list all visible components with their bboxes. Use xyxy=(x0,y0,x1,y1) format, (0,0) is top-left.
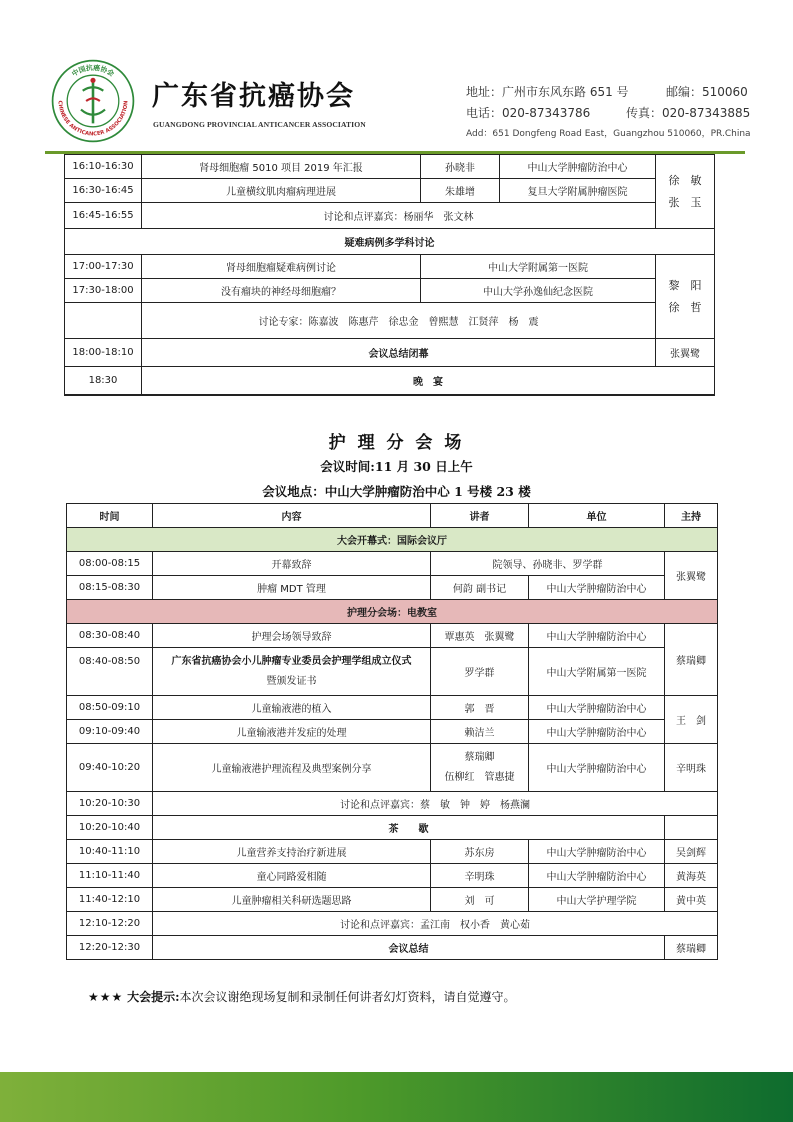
time-cell: 12:10-12:20 xyxy=(67,912,153,936)
table-row xyxy=(67,816,718,840)
unit-cell: 中山大学肿瘤防治中心 xyxy=(529,744,665,792)
notice-label: 大会提示: xyxy=(127,990,180,1004)
experts-cell: 讨论专家：陈嘉波 陈惠芹 徐忠金 曾熙慧 江贤萍 杨 震 xyxy=(142,303,656,339)
unit-cell: 复旦大学附属肿瘤医院 xyxy=(500,179,656,203)
address: 地址：广州市东风东路 651 号 xyxy=(466,85,629,99)
address-en: Add：651 Dongfeng Road East，Guangzhou 510060，PR.China xyxy=(466,129,751,139)
content-cell: 童心同路爱相随 xyxy=(153,864,431,888)
speaker-cell: 郭 晋 xyxy=(431,696,529,720)
table-row xyxy=(67,840,718,864)
unit-cell: 中山大学肿瘤防治中心 xyxy=(529,624,665,648)
speaker-cell xyxy=(431,744,529,792)
speaker-cell: 朱雄增 xyxy=(421,179,500,203)
col-header-time: 时间 xyxy=(67,504,153,528)
content-cell: 儿童肿瘤相关科研选题思路 xyxy=(153,888,431,912)
table-row xyxy=(67,576,718,600)
speaker-line: 伍柳红 管惠捷 xyxy=(444,771,515,783)
unit-cell: 中山大学肿瘤防治中心 xyxy=(529,576,665,600)
speaker-cell: 刘 可 xyxy=(431,888,529,912)
table-row xyxy=(65,367,715,395)
speaker-line: 蔡瑞卿 xyxy=(464,751,495,763)
section-row xyxy=(67,528,718,552)
host-cell: 辛明珠 xyxy=(665,744,718,792)
table-row xyxy=(67,744,718,792)
content-cell: 肿瘤 MDT 管理 xyxy=(153,576,431,600)
col-header-host: 主持 xyxy=(665,504,718,528)
content-cell xyxy=(153,648,431,696)
table-row xyxy=(67,888,718,912)
speaker-cell: 院领导、孙晓非、罗学群 xyxy=(431,552,665,576)
time-cell: 10:20-10:40 xyxy=(67,816,153,840)
content-cell: 儿童输液港护理流程及典型案例分享 xyxy=(153,744,431,792)
discussion-cell: 讨论和点评嘉宾：孟江南 权小香 黄心茹 xyxy=(153,912,718,936)
host-cell: 张翼鹭 xyxy=(656,339,715,367)
header-row xyxy=(67,504,718,528)
host-cell: 黄海英 xyxy=(665,864,718,888)
time-cell: 18:00-18:10 xyxy=(65,339,142,367)
notice-text: 本次会议谢绝现场复制和录制任何讲者幻灯资料，请自觉遵守。 xyxy=(179,990,516,1004)
nursing-schedule-table xyxy=(66,503,718,960)
table-row xyxy=(65,155,715,179)
time-cell: 08:30-08:40 xyxy=(67,624,153,648)
content-cell: 会议总结闭幕 xyxy=(142,339,656,367)
postcode: 邮编：510060 xyxy=(666,85,748,99)
content-cell: 会议总结 xyxy=(153,936,665,960)
star-icon: ★★★ xyxy=(88,990,124,1004)
speaker-cell: 孙晓非 xyxy=(421,155,500,179)
org-name-en: GUANGDONG PROVINCIAL ANTICANCER ASSOCIATION xyxy=(153,120,366,129)
time-cell: 16:30-16:45 xyxy=(65,179,142,203)
unit-cell: 中山大学肿瘤防治中心 xyxy=(500,155,656,179)
table-row xyxy=(67,624,718,648)
content-cell: 儿童横纹肌肉瘤病理进展 xyxy=(142,179,421,203)
host-cell: 张翼鹭 xyxy=(665,552,718,600)
col-header-content: 内容 xyxy=(153,504,431,528)
content-cell: 肾母细胞瘤疑难病例讨论 xyxy=(142,255,421,279)
host-name: 黎 阳 xyxy=(668,278,702,292)
session-section-title: 护理分会场：电教室 xyxy=(67,600,718,624)
content-cell: 儿童输液港的植入 xyxy=(153,696,431,720)
time-cell xyxy=(65,303,142,339)
content-cell: 开幕致辞 xyxy=(153,552,431,576)
content-line: 广东省抗癌协会小儿肿瘤专业委员会护理学组成立仪式 xyxy=(171,655,412,667)
host-cell: 蔡瑞卿 xyxy=(665,624,718,696)
table-row xyxy=(65,179,715,203)
section-row xyxy=(65,229,715,255)
host-cell xyxy=(656,255,715,339)
unit-cell: 中山大学孙逸仙纪念医院 xyxy=(421,279,656,303)
table-row xyxy=(67,864,718,888)
meeting-time: 会议时间:11 月 30 日上午 xyxy=(320,459,473,474)
time-cell: 08:15-08:30 xyxy=(67,576,153,600)
host-cell xyxy=(656,155,715,229)
time-cell: 17:00-17:30 xyxy=(65,255,142,279)
section-row xyxy=(67,600,718,624)
phone: 电话：020-87343786 xyxy=(466,106,591,120)
nursing-session-title: 护 理 分 会 场 xyxy=(328,433,465,453)
table-row xyxy=(67,648,718,696)
col-header-speaker: 讲者 xyxy=(431,504,529,528)
unit-cell: 中山大学肿瘤防治中心 xyxy=(529,696,665,720)
time-cell: 10:20-10:30 xyxy=(67,792,153,816)
time-cell: 08:50-09:10 xyxy=(67,696,153,720)
content-line: 暨颁发证书 xyxy=(266,675,317,687)
table-row xyxy=(67,792,718,816)
content-cell: 没有瘤块的神经母细胞瘤？ xyxy=(142,279,421,303)
host-cell xyxy=(665,816,718,840)
host-cell: 黄中英 xyxy=(665,888,718,912)
opening-section-title: 大会开幕式：国际会议厅 xyxy=(67,528,718,552)
break-cell: 茶 歇 xyxy=(153,816,665,840)
speaker-cell: 辛明珠 xyxy=(431,864,529,888)
time-cell: 16:10-16:30 xyxy=(65,155,142,179)
meeting-place: 会议地点：中山大学肿瘤防治中心 1 号楼 23 楼 xyxy=(262,484,531,499)
unit-cell: 中山大学附属第一医院 xyxy=(421,255,656,279)
col-header-unit: 单位 xyxy=(529,504,665,528)
table-row xyxy=(65,303,715,339)
table-row xyxy=(67,696,718,720)
host-name: 徐 哲 xyxy=(668,300,702,314)
time-cell: 18:30 xyxy=(65,367,142,395)
discussion-cell: 讨论和点评嘉宾：杨丽华 张文林 xyxy=(142,203,656,229)
time-cell: 09:10-09:40 xyxy=(67,720,153,744)
time-cell: 17:30-18:00 xyxy=(65,279,142,303)
table-row xyxy=(65,339,715,367)
speaker-cell: 何韵 副书记 xyxy=(431,576,529,600)
svg-text:CHINESE ANTICANCER ASSOCIATION: CHINESE ANTICANCER ASSOCIATION xyxy=(56,100,130,138)
fax: 传真：020-87343885 xyxy=(626,106,751,120)
content-cell: 儿童输液港并发症的处理 xyxy=(153,720,431,744)
schedule-table-continued xyxy=(64,154,715,396)
table-row xyxy=(65,203,715,229)
table-row xyxy=(65,255,715,279)
speaker-cell: 苏东房 xyxy=(431,840,529,864)
unit-cell: 中山大学护理学院 xyxy=(529,888,665,912)
speaker-cell: 罗学群 xyxy=(431,648,529,696)
host-name: 徐 敏 xyxy=(668,173,702,187)
time-cell: 08:40-08:50 xyxy=(67,648,153,696)
time-cell: 09:40-10:20 xyxy=(67,744,153,792)
unit-cell: 中山大学肿瘤防治中心 xyxy=(529,720,665,744)
conference-notice xyxy=(88,988,516,1005)
section-title: 疑难病例多学科讨论 xyxy=(65,229,715,255)
time-cell: 16:45-16:55 xyxy=(65,203,142,229)
table-row xyxy=(67,912,718,936)
time-cell: 12:20-12:30 xyxy=(67,936,153,960)
unit-cell: 中山大学肿瘤防治中心 xyxy=(529,840,665,864)
footer-bar xyxy=(0,1072,793,1122)
table-row xyxy=(65,279,715,303)
host-name: 张 玉 xyxy=(668,195,702,209)
table-row xyxy=(67,552,718,576)
content-cell: 儿童营养支持治疗新进展 xyxy=(153,840,431,864)
host-cell: 蔡瑞卿 xyxy=(665,936,718,960)
time-cell: 11:10-11:40 xyxy=(67,864,153,888)
table-row xyxy=(67,720,718,744)
discussion-cell: 讨论和点评嘉宾：蔡 敏 钟 婷 杨燕澜 xyxy=(153,792,718,816)
time-cell: 08:00-08:15 xyxy=(67,552,153,576)
speaker-cell: 覃惠英 张翼鹭 xyxy=(431,624,529,648)
content-cell: 护理会场领导致辞 xyxy=(153,624,431,648)
unit-cell: 中山大学肿瘤防治中心 xyxy=(529,864,665,888)
table-row xyxy=(67,936,718,960)
association-logo xyxy=(50,58,136,144)
content-cell: 肾母细胞瘤 5010 项目 2019 年汇报 xyxy=(142,155,421,179)
content-cell: 晚 宴 xyxy=(142,367,715,395)
org-name-cn: 广东省抗癌协会 xyxy=(152,81,355,112)
unit-cell: 中山大学附属第一医院 xyxy=(529,648,665,696)
time-cell: 11:40-12:10 xyxy=(67,888,153,912)
time-cell: 10:40-11:10 xyxy=(67,840,153,864)
speaker-cell: 赖洁兰 xyxy=(431,720,529,744)
svg-text:中国抗癌协会: 中国抗癌协会 xyxy=(70,63,116,79)
host-cell: 王 剑 xyxy=(665,696,718,744)
host-cell: 吴剑辉 xyxy=(665,840,718,864)
